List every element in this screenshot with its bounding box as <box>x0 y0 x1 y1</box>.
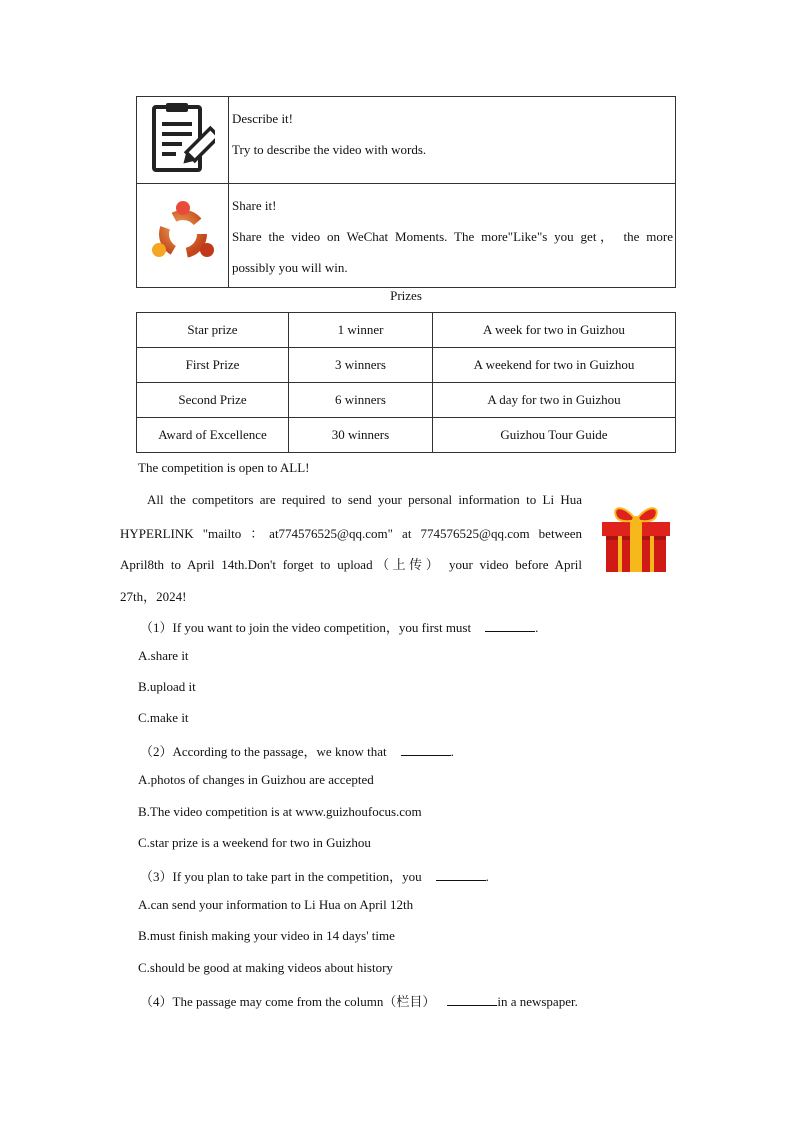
option: C.make it <box>138 710 189 725</box>
question-2 <box>140 741 454 760</box>
step-icon-cell <box>137 184 229 288</box>
option: B.upload it <box>138 679 196 694</box>
question-end: in a newspaper. <box>497 994 578 1009</box>
prize-reward: Guizhou Tour Guide <box>433 418 676 453</box>
step-icon-cell <box>137 97 229 184</box>
option: C.star prize is a weekend for two in Guizhou <box>138 835 371 850</box>
question-end: . <box>535 620 539 635</box>
prize-name: Second Prize <box>137 383 289 418</box>
step-text: Try to describe the video with words. <box>232 142 427 157</box>
step-text-cell <box>229 97 676 184</box>
option: C.should be good at making videos about history <box>138 960 393 975</box>
prize-name: First Prize <box>137 348 289 383</box>
table-row <box>137 348 676 383</box>
question-end: . <box>485 869 489 884</box>
step-row-share <box>137 184 676 288</box>
paragraph-line: 27th，2024! <box>120 589 187 604</box>
prize-reward: A week for two in Guizhou <box>433 313 676 348</box>
answer-blank[interactable] <box>485 620 535 632</box>
option: B.The video competition is at www.guizhoufocus.com <box>138 804 422 819</box>
prize-winners: 30 winners <box>289 418 433 453</box>
step-text-cell <box>229 184 676 288</box>
prize-winners: 6 winners <box>289 383 433 418</box>
question-3 <box>140 866 489 885</box>
prizes-title: Prizes <box>390 288 422 303</box>
question-stem: （4）The passage may come from the column（栏目） <box>140 994 436 1009</box>
option: A.can send your information to Li Hua on April 12th <box>138 897 414 912</box>
clipboard-pencil-icon <box>151 102 215 174</box>
paragraph-line: April8th to April 14th.Don't forget to upload（上传） your video before April <box>120 557 582 572</box>
prize-name: Award of Excellence <box>137 418 289 453</box>
question-stem: （1）If you want to join the video competition，you first must <box>140 620 472 635</box>
question-end: . <box>450 744 454 759</box>
prize-reward: A day for two in Guizhou <box>433 383 676 418</box>
table-row <box>137 383 676 418</box>
prize-name: Star prize <box>137 313 289 348</box>
option: A.share it <box>138 648 189 663</box>
question-4 <box>140 991 578 1010</box>
prize-reward: A weekend for two in Guizhou <box>433 348 676 383</box>
share-people-icon <box>150 201 216 267</box>
steps-table <box>136 96 676 288</box>
prizes-table <box>136 312 676 453</box>
question-1 <box>140 617 538 636</box>
question-stem: （2）According to the passage，we know that <box>140 744 387 759</box>
table-row <box>137 418 676 453</box>
option: A.photos of changes in Guizhou are accepted <box>138 772 374 787</box>
open-statement: The competition is open to ALL! <box>138 460 310 475</box>
gift-box-icon <box>598 500 674 574</box>
prize-winners: 1 winner <box>289 313 433 348</box>
step-title: Share it! <box>232 198 277 213</box>
option: B.must finish making your video in 14 days' time <box>138 928 395 943</box>
step-row-describe <box>137 97 676 184</box>
prize-winners: 3 winners <box>289 348 433 383</box>
answer-blank[interactable] <box>436 869 486 881</box>
paragraph-line: All the competitors are required to send your personal information to Li Hua <box>147 492 582 507</box>
step-title: Describe it! <box>232 111 294 126</box>
table-row <box>137 313 676 348</box>
paragraph-line: HYPERLINK "mailto ：at774576525@qq.com" at 774576525@qq.com between <box>120 526 582 541</box>
answer-blank[interactable] <box>447 994 497 1006</box>
step-text-line: possibly you will win. <box>232 260 348 275</box>
step-text-line: Share the video on WeChat Moments. The more"Like"s you get， the more <box>232 229 673 244</box>
answer-blank[interactable] <box>401 744 451 756</box>
question-stem: （3）If you plan to take part in the competition，you <box>140 869 422 884</box>
